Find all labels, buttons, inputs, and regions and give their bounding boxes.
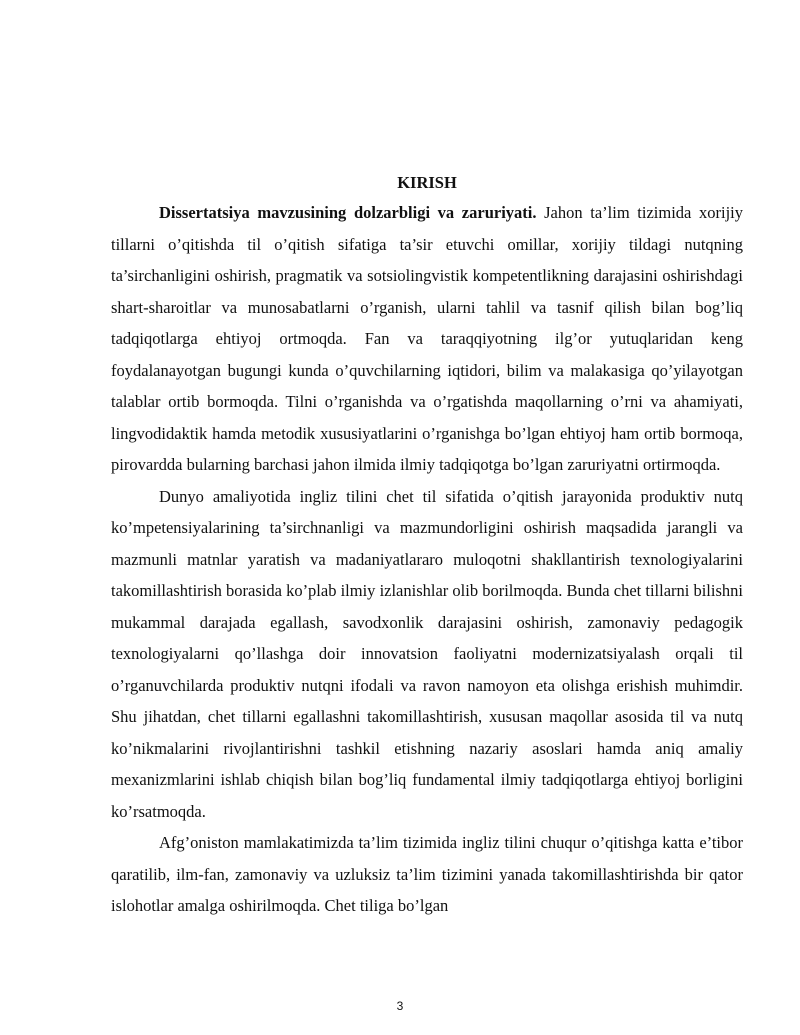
- paragraph-1: [111, 197, 743, 481]
- paragraph-text: Afg’oniston mamlakatimizda ta’lim tizimida ingliz tilini chuqur o’qitishga katta e’tibor qaratilib, ilm-fan, zamonaviy va uzluksiz ta’lim tizimini yanada takomillashtirishda bir qator islohotlar amalga oshirilmoqda. Chet tiliga bo’lgan: [111, 833, 743, 915]
- paragraph-lead: Dissertatsiya mavzusining dolzarbligi va zaruriyati.: [159, 203, 537, 222]
- page-content: [111, 168, 743, 922]
- paragraph-2: [111, 481, 743, 828]
- paragraph-text: Jahon ta’lim tizimida xorijiy tillarni o’qitishda til o’qitish sifatiga ta’sir etuvchi omillar, xorijiy tildagi nutqning ta’sirchanligini oshirish, pragmatik va sotsiolingvistik kompetentlikning darajasini oshirishdagi shart-sharoitlar va munosabatlarni o’rganish, ularni tahlil va tasnif qilish bilan bog’liq tadqiqotlarga ehtiyoj ortmoqda. Fan va taraqqiyotning ilg’or yutuqlaridan keng foydalanayotgan bugungi kunda o’quvchilarning iqtidori, bilim va malakasiga qo’yilayotgan talablar ortib bormoqda. Tilni o’rganishda va o’rgatishda maqollarning o’rni va ahamiyati, lingvodidaktik hamda metodik xususiyatlarini o’rganishga bo’lgan ehtiyoj ham ortib bormoqa, pirovardda bularning barchasi jahon ilmida ilmiy tadqiqotga bo’lgan zaruriyatni ortirmoqda.: [111, 203, 743, 474]
- section-heading: KIRISH: [397, 173, 457, 192]
- paragraph-3: [111, 827, 743, 922]
- page-number: 3: [396, 999, 404, 1013]
- paragraph-text: Dunyo amaliyotida ingliz tilini chet til sifatida o’qitish jarayonida produktiv nutq ko’mpetensiyalarining ta’sirchnanligi va mazmundorligini oshirish maqsadida jarangli va mazmunli matnlar yaratish va madaniyatlararo muloqotni shakllantirish texnologiyalarini takomillashtirish borasida ko’plab ilmiy izlanishlar olib borilmoqda. Bunda chet tillarni bilishni mukammal darajada egallash, savodxonlik darajasini oshirish, zamonaviy pedagogik texnologiyalarni qo’llashga doir innovatsion faoliyatni modernizatsiyalash orqali til o’rganuvchilarda produktiv nutqni ifodali va ravon namoyon eta olishga erishish muhimdir. Shu jihatdan, chet tillarni egallashni takomillashtirish, xususan maqollar asosida til va nutq ko’nikmalarini rivojlantirishni tashkil etishning nazariy asoslari hamda aniq amaliy mexanizmlarini ishlab chiqish bilan bog’liq fundamental ilmiy tadqiqotlarga ehtiyoj borligini ko’rsatmoqda.: [111, 486, 743, 821]
